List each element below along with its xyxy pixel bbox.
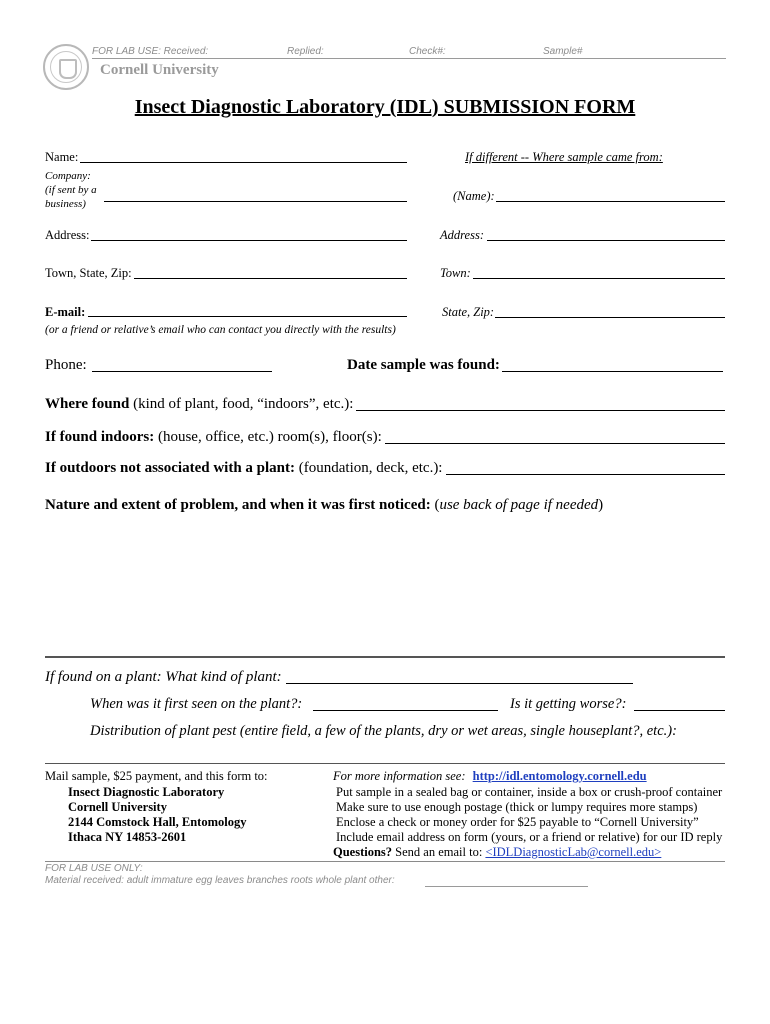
nature-answer-area[interactable] [45, 520, 725, 650]
nature-open: ( [430, 497, 440, 513]
lab-footer-title: FOR LAB USE ONLY: [45, 863, 143, 874]
nature-bold: Nature and extent of problem, and when it was first noticed: [45, 497, 431, 513]
name-field[interactable] [80, 162, 407, 163]
getting-worse-field[interactable] [634, 710, 725, 711]
lab-received-label: FOR LAB USE: Received: [92, 46, 209, 57]
where-found-question [45, 396, 353, 413]
mail-address-line: 2144 Comstock Hall, Entomology [68, 815, 247, 829]
email-label: E-mail: [45, 305, 86, 319]
where-found-bold: Where found [45, 396, 130, 412]
instruction-line: Put sample in a sealed bag or container, inside a box or crush-proof container [336, 785, 723, 799]
plant-section-divider [45, 656, 725, 658]
indoors-question [45, 429, 382, 446]
email-field[interactable] [88, 316, 407, 317]
more-info-label: For more information see: [333, 769, 466, 783]
idl-email-link[interactable]: <IDLDiagnosticLab@cornell.edu> [485, 845, 662, 859]
first-seen-field[interactable] [313, 710, 498, 711]
outdoors-rest: (foundation, deck, etc.): [295, 460, 443, 476]
alt-name-label: (Name): [453, 189, 495, 203]
more-info-row [333, 769, 647, 784]
email-note: (or a friend or relative’s email who can contact you directly with the results) [45, 324, 396, 336]
questions-text: Send an email to: [392, 845, 486, 859]
alt-town-label: Town: [440, 266, 471, 280]
company-label: Company: [45, 170, 91, 182]
outdoors-question [45, 460, 442, 477]
questions-row [333, 845, 661, 860]
lab-replied-label: Replied: [287, 46, 324, 57]
date-found-field[interactable] [502, 371, 723, 372]
distribution-label: Distribution of plant pest (entire field, a few of the plants, dry or wet areas, single houseplant?, etc.): [90, 723, 677, 739]
company-note-2: business) [45, 198, 86, 210]
plant-kind-label: If found on a plant: What kind of plant: [45, 669, 282, 685]
alt-source-heading: If different -- Where sample came from: [465, 150, 663, 164]
lab-header-line [92, 58, 726, 59]
page-title: Insect Diagnostic Laboratory (IDL) SUBMISSION FORM [134, 96, 636, 118]
mail-address-line: Cornell University [68, 800, 167, 814]
indoors-rest: (house, office, etc.) room(s), floor(s): [154, 429, 382, 445]
mail-intro: Mail sample, $25 payment, and this form to: [45, 769, 268, 783]
alt-name-field[interactable] [496, 201, 725, 202]
mail-address-line: Insect Diagnostic Laboratory [68, 785, 225, 799]
lab-footer-other-field [425, 886, 588, 887]
getting-worse-label: Is it getting worse?: [510, 696, 627, 712]
instruction-line: Make sure to use enough postage (thick or lumpy requires more stamps) [336, 800, 698, 814]
lab-footer-divider [45, 861, 725, 862]
instruction-line: Enclose a check or money order for $25 payable to “Cornell University” [336, 815, 699, 829]
mail-address-line: Ithaca NY 14853-2601 [68, 830, 187, 844]
plant-kind-field[interactable] [286, 683, 633, 684]
indoors-bold: If found indoors: [45, 429, 155, 445]
alt-town-field[interactable] [473, 278, 725, 279]
alt-state-zip-field[interactable] [495, 317, 725, 318]
company-field[interactable] [104, 201, 407, 202]
phone-label: Phone: [45, 357, 87, 373]
where-found-rest: (kind of plant, food, “indoors”, etc.): [129, 396, 354, 412]
lab-sample-label: Sample# [543, 46, 583, 57]
alt-address-field[interactable] [487, 240, 725, 241]
outdoors-field[interactable] [446, 474, 725, 475]
outdoors-bold: If outdoors not associated with a plant: [45, 460, 296, 476]
alt-address-label: Address: [440, 228, 484, 242]
town-state-zip-label: Town, State, Zip: [45, 266, 132, 280]
where-found-field[interactable] [356, 410, 725, 411]
lab-check-label: Check#: [409, 46, 446, 57]
town-state-zip-field[interactable] [134, 278, 407, 279]
name-label: Name: [45, 150, 79, 164]
nature-close: ) [598, 497, 604, 513]
lab-footer-materials: Material received: adult immature egg leaves branches roots whole plant other: [45, 875, 395, 886]
address-label: Address: [45, 228, 90, 242]
nature-italic: use back of page if needed [439, 497, 599, 513]
cornell-wordmark: Cornell University [100, 62, 219, 78]
phone-field[interactable] [92, 371, 272, 372]
address-field[interactable] [91, 240, 407, 241]
nature-question [45, 497, 603, 514]
instruction-line: Include email address on form (yours, or a friend or relative) for our ID reply [336, 830, 723, 844]
company-note-1: (if sent by a [45, 184, 97, 196]
alt-state-zip-label: State, Zip: [442, 305, 495, 319]
idl-website-link[interactable]: http://idl.entomology.cornell.edu [472, 769, 647, 783]
first-seen-label: When was it first seen on the plant?: [90, 696, 303, 712]
indoors-field[interactable] [385, 443, 725, 444]
date-found-label: Date sample was found: [347, 357, 500, 373]
mail-section-divider [45, 763, 725, 764]
cornell-seal-logo [43, 44, 89, 90]
questions-label: Questions? [333, 845, 393, 859]
